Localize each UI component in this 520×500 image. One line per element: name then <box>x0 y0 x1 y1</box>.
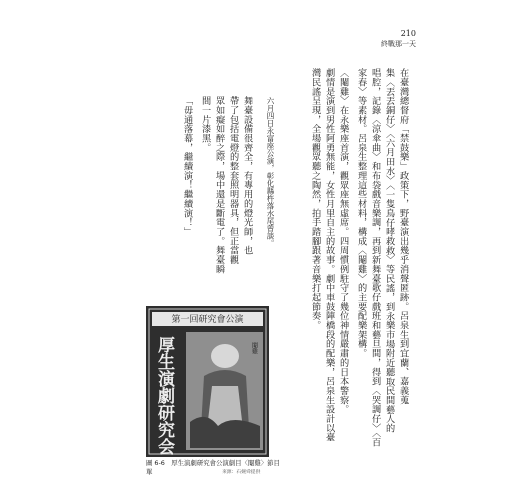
text-column: 唱腔，記錄〈涼傘曲〉和布袋戲音樂調，再到新舞臺歌仔戲班和藝旦間，得到〈哭調仔〉〈百 <box>369 68 381 447</box>
running-header <box>381 29 416 49</box>
poster-subtitle: 閹雞 <box>250 342 258 354</box>
chapter-title: 終戰那一天 <box>381 40 416 48</box>
text-column: 帶了包括電燈的整套照明器具，但正當觀 <box>227 96 239 265</box>
page-number: 210 <box>400 29 416 38</box>
poster-illustration <box>146 306 269 457</box>
text-column: 灣民謠呈現，全場觀眾聽之陶然，拍手踏腳跟著音樂打起節奏。 <box>309 68 321 330</box>
text-column: 舞臺設備很齊全，有專用的燈光師，也 <box>241 96 253 255</box>
text-column: 「毋通落幕，繼續演！繼續演！」 <box>181 96 193 237</box>
text-column: 眾如癡如醉之際，場中還是斷電了。舞臺瞬 <box>213 96 225 274</box>
text-column: 劇情是演到男性阿勇無能，女性月里自主的故事。劇中車鼓陣橋段的配樂，呂泉生設計以臺 <box>323 68 335 442</box>
figure-caption: 圖 6-6 厚生演劇研究會公演劇目〈閹雞〉節目單 <box>146 459 280 476</box>
figure-source: 來源：石婉舜提供 <box>222 470 261 475</box>
text-column: 家春〉等素材。呂泉生整理這些材料，構成〈閹雞〉的主要配樂架構。 <box>355 68 367 358</box>
photo-caption: 六月四日永富座公演，彰化縣杵落水尾曾談。 <box>266 97 275 247</box>
text-column: 〈閹雞〉在永樂座首演，觀眾座無虛席。四周慣例駐守了幾位神情嚴肅的日本警察。 <box>337 68 349 414</box>
text-column: 間一片漆黑。 <box>199 96 211 153</box>
text-column: 在臺灣總督府「禁鼓樂」政策下，野臺演出幾乎消聲匿跡。呂泉生到宜蘭、嘉義蒐 <box>397 68 409 405</box>
text-column: 集〈丟丟銅仔〉〈六月田水〉〈一隻鳥仔哮救救〉等民謠，到永樂市場附近聽取民間藝人的 <box>383 68 395 433</box>
poster-banner: 第一回研究會公演 <box>171 315 244 325</box>
poster-title: 厚生演劇研究会 <box>154 336 174 455</box>
program-poster-image <box>146 306 269 457</box>
